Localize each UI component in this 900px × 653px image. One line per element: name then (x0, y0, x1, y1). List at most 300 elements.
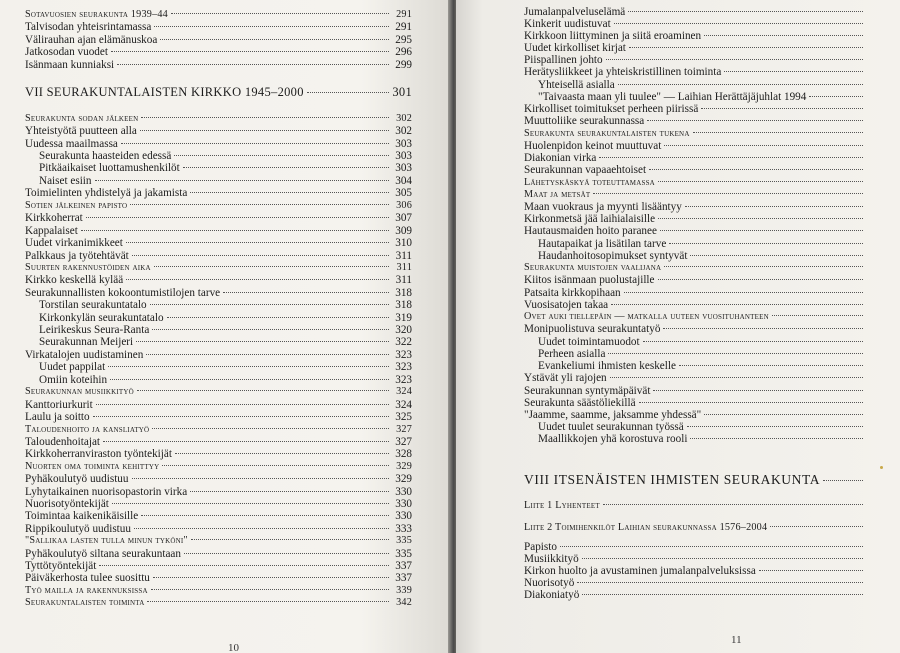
toc-entry-title: Pitkäaikaiset luottamushenkilöt (39, 162, 180, 174)
left-toc-entry (39, 374, 412, 386)
toc-entry-title: Seurakunnan musiikkityö (25, 386, 134, 397)
right-toc-entry (524, 103, 886, 115)
right-toc-entry (524, 541, 886, 553)
dot-leader (629, 47, 863, 48)
right-toc-entry (524, 299, 886, 311)
toc-entry-title: Huolenpidon keinot muuttuvat (524, 140, 662, 152)
right-toc-entry (538, 250, 886, 262)
dot-leader (171, 13, 389, 14)
dot-leader (134, 528, 389, 529)
toc-entry-title: Laulu ja soitto (25, 411, 90, 423)
right-toc-entry (524, 385, 886, 397)
toc-entry-page: 337 (395, 560, 412, 572)
toc-entry-page: 339 (396, 585, 412, 596)
right-page-number: 11 (731, 634, 742, 646)
toc-entry-title: Kirkkoherrat (25, 212, 83, 224)
dot-leader (582, 558, 863, 559)
left-toc-entry (25, 59, 412, 71)
toc-entry-page: 342 (396, 597, 412, 608)
toc-entry-page: 306 (396, 200, 412, 211)
toc-entry-title: Diakoniatyö (524, 589, 580, 601)
right-toc-entry (524, 18, 886, 30)
toc-entry-page: 318 (395, 287, 412, 299)
dot-leader (669, 243, 863, 244)
left-toc-entry (25, 424, 412, 436)
toc-entry-page: 295 (395, 34, 412, 46)
dot-leader (628, 11, 863, 12)
toc-entry-title: Välirauhan ajan elämänuskoa (25, 34, 158, 46)
dot-leader (167, 317, 389, 318)
toc-entry-title: Seurakunta haasteiden edessä (39, 150, 172, 162)
dot-leader (132, 478, 390, 479)
left-toc-entry (39, 162, 412, 174)
right-toc-entry (524, 201, 886, 213)
toc-entry-page: 323 (395, 361, 412, 373)
toc-entry-title: Diakonian virka (524, 152, 597, 164)
right-toc-entry (524, 589, 886, 601)
toc-entry-title: Evankeliumi ihmisten keskelle (538, 360, 676, 372)
toc-entry-title: Suurten rakennustöiden aika (25, 262, 151, 273)
left-toc-entry (25, 572, 412, 584)
left-toc-entry (39, 324, 412, 336)
left-toc-entry (25, 535, 412, 547)
dot-leader (664, 145, 863, 146)
dot-leader (153, 577, 389, 578)
dot-leader (190, 192, 389, 193)
toc-entry-page: 302 (396, 113, 412, 124)
toc-entry-page: 305 (395, 187, 412, 199)
toc-entry-title: "Jaamme, saamme, jaksamme yhdessä" (524, 409, 702, 421)
dot-leader (647, 120, 863, 121)
toc-entry-title: Kirkon huolto ja avustaminen jumalanpalveluksissa (524, 565, 756, 577)
toc-entry-title: Taloudenhoitajat (25, 436, 101, 448)
left-toc-entry (25, 187, 412, 199)
right-toc-entry (538, 421, 886, 433)
left-toc-entry (39, 361, 412, 373)
dot-leader (614, 23, 863, 24)
dot-leader (639, 402, 863, 403)
dot-leader (93, 416, 389, 417)
toc-entry-page: 329 (396, 461, 412, 472)
toc-entry-page: 291 (396, 9, 412, 20)
toc-entry-title: Sotien jälkeinen papisto (25, 200, 128, 211)
toc-entry-title: Ystävät yli rajojen (524, 372, 607, 384)
left-toc-entry (25, 113, 412, 125)
right-toc-entry (524, 128, 886, 140)
right-toc-entry (538, 238, 886, 250)
left-toc-entry (25, 46, 412, 58)
toc-entry-page: 330 (395, 486, 412, 498)
left-toc-entry (25, 86, 412, 98)
dot-leader (624, 292, 863, 293)
toc-entry-title: Vuosisatojen takaa (524, 299, 609, 311)
dot-leader (693, 132, 863, 133)
left-toc-entry (39, 299, 412, 311)
toc-entry-title: Kirkkoherranviraston työntekijät (25, 448, 172, 460)
toc-entry-title: Uudet kirkolliset kirjat (524, 42, 626, 54)
toc-entry-page: 303 (395, 138, 412, 150)
right-toc-entry (524, 54, 886, 66)
dot-leader (95, 180, 389, 181)
right-toc-entry (524, 565, 886, 577)
left-toc-entry (25, 473, 412, 485)
toc-entry-title: Seurakunnan syntymäpäivät (524, 385, 651, 397)
toc-entry-page: 311 (395, 274, 412, 286)
dot-leader (608, 353, 863, 354)
left-toc-entry (25, 9, 412, 21)
dot-leader (136, 341, 389, 342)
left-toc-entry (39, 336, 412, 348)
toc-entry-title: Talvisodan yhteisrintamassa (25, 21, 152, 33)
dot-leader (307, 92, 389, 93)
dot-leader (184, 553, 389, 554)
left-toc-entry (25, 262, 412, 274)
toc-entry-page: 327 (395, 436, 412, 448)
right-toc-entry (524, 274, 886, 286)
dot-leader (704, 35, 863, 36)
left-toc-entry (25, 125, 412, 137)
toc-entry-title: Päiväkerhosta tulee suosittu (25, 572, 150, 584)
toc-entry-title: Seurakunnan vapaaehtoiset (524, 164, 647, 176)
dot-leader (154, 266, 389, 267)
left-toc-entry (39, 175, 412, 187)
right-toc-entry (524, 66, 886, 78)
toc-entry-page: 303 (395, 162, 412, 174)
right-page (456, 0, 900, 653)
toc-entry-title: Ovet auki tiellepäin — matkalla uuteen vuosituhanteen (524, 311, 769, 322)
toc-entry-title: Naiset esiin (39, 175, 92, 187)
toc-entry-title: Kirkkoon liittyminen ja siitä eroaminen (524, 30, 702, 42)
left-toc-entry (25, 287, 412, 299)
toc-entry-page: 301 (392, 85, 412, 99)
toc-entry-page: 311 (396, 262, 412, 273)
left-toc-entry (25, 237, 412, 249)
dot-leader (130, 204, 389, 205)
dot-leader (577, 582, 863, 583)
right-toc-entry (524, 474, 886, 486)
dot-leader (126, 242, 389, 243)
dot-leader (606, 59, 863, 60)
toc-entry-title: Taloudenhoito ja kansliatyö (25, 424, 150, 435)
right-toc-entry (524, 177, 886, 189)
toc-entry-title: Maat ja metsät (524, 189, 591, 200)
toc-entry-page: 304 (395, 175, 412, 187)
dot-leader (603, 504, 863, 505)
right-toc-entry (538, 360, 886, 372)
toc-entry-title: Seurakunta sodan jälkeen (25, 113, 139, 124)
dot-leader (611, 304, 863, 305)
toc-entry-title: Herätysliikkeet ja yhteiskristillinen toiminta (524, 66, 722, 78)
toc-entry-page: 296 (395, 46, 412, 58)
toc-entry-title: Nuorten oma toiminta kehittyy (25, 461, 160, 472)
right-toc-entry (524, 115, 886, 127)
toc-entry-page: 320 (395, 324, 412, 336)
right-toc-entry (524, 189, 886, 201)
toc-entry-title: Lähetyskäskyä toteuttamassa (524, 177, 655, 188)
left-toc-entry (25, 212, 412, 224)
left-toc-entry (25, 399, 412, 411)
left-toc-entry (25, 411, 412, 423)
toc-entry-title: Kirkonkylän seurakuntatalo (39, 312, 164, 324)
right-toc-entry (538, 336, 886, 348)
left-toc-entry (39, 150, 412, 162)
right-toc-entry (538, 91, 886, 103)
toc-entry-title: Musiikkityö (524, 553, 579, 565)
left-toc-entry (25, 386, 412, 398)
toc-entry-page: 311 (395, 250, 412, 262)
right-toc-entry (524, 140, 886, 152)
dot-leader (162, 465, 389, 466)
toc-entry-page: 309 (395, 225, 412, 237)
left-toc-entry (25, 560, 412, 572)
dot-leader (701, 108, 863, 109)
right-toc-entry (524, 311, 886, 323)
ink-mark (880, 466, 883, 469)
toc-entry-title: Kirkolliset toimitukset perheen piirissä (524, 103, 699, 115)
right-toc-entry (524, 42, 886, 54)
dot-leader (663, 328, 863, 329)
dot-leader (132, 255, 389, 256)
toc-entry-title: Patsaita kirkkopihaan (524, 287, 621, 299)
toc-entry-page: 303 (395, 150, 412, 162)
dot-leader (126, 279, 389, 280)
toc-entry-page: 328 (395, 448, 412, 460)
dot-leader (685, 206, 863, 207)
dot-leader (653, 390, 863, 391)
left-toc-entry (25, 597, 412, 609)
toc-entry-title: Pyhäkoulutyö uudistuu (25, 473, 129, 485)
left-page-number: 10 (228, 642, 239, 653)
left-toc-entry (25, 486, 412, 498)
toc-entry-title: Virkatalojen uudistaminen (25, 349, 144, 361)
dot-leader (183, 167, 389, 168)
toc-entry-page: 324 (396, 386, 412, 397)
left-toc-entry (25, 138, 412, 150)
dot-leader (809, 96, 863, 97)
dot-leader (174, 155, 389, 156)
toc-entry-title: Kirkko keskellä kylää (25, 274, 124, 286)
right-toc-entry (524, 213, 886, 225)
right-toc-entry (524, 262, 886, 274)
toc-entry-title: Kinkerit uudistuvat (524, 18, 611, 30)
right-toc-entry (524, 164, 886, 176)
left-toc-entry (25, 585, 412, 597)
right-toc-entry (524, 522, 886, 534)
toc-entry-title: Seurakunta säästöliekillä (524, 397, 636, 409)
dot-leader (150, 304, 389, 305)
toc-entry-title: Palkkaus ja työtehtävät (25, 250, 129, 262)
dot-leader (137, 390, 389, 391)
dot-leader (140, 130, 389, 131)
toc-entry-title: Piispallinen johto (524, 54, 603, 66)
toc-entry-title: VIII ITSENÄISTEN IHMISTEN SEURAKUNTA (524, 472, 821, 487)
left-toc-entry (25, 34, 412, 46)
toc-entry-title: Liite 2 Toimihenkilöt Laihian seurakunnassa 1576–2004 (524, 522, 768, 533)
right-toc-entry (524, 372, 886, 384)
dot-leader (152, 428, 389, 429)
left-toc-entry (25, 448, 412, 460)
dot-leader (112, 503, 389, 504)
toc-entry-title: Liite 1 Lyhenteet (524, 500, 600, 511)
dot-leader (154, 26, 389, 27)
toc-entry-title: Papisto (524, 541, 557, 553)
right-toc-entry (538, 79, 886, 91)
dot-leader (660, 230, 863, 231)
left-toc-entry (25, 461, 412, 473)
toc-entry-title: Maan vuokraus ja myynti lisääntyy (524, 201, 682, 213)
dot-leader (772, 315, 863, 316)
toc-entry-title: Kanttoriurkurit (25, 399, 93, 411)
toc-entry-title: Työ mailla ja rakennuksissa (25, 585, 148, 596)
toc-entry-title: Jatkosodan vuodet (25, 46, 108, 58)
left-toc-entry (25, 21, 412, 33)
dot-leader (658, 279, 863, 280)
dot-leader (704, 414, 863, 415)
toc-entry-title: Uudet virkanimikkeet (25, 237, 123, 249)
toc-entry-title: Maallikkojen yhä korostuva rooli (538, 433, 688, 445)
dot-leader (690, 255, 863, 256)
toc-entry-title: Seurakunta seurakuntalaisten tukena (524, 128, 690, 139)
right-toc-entry (524, 287, 886, 299)
right-toc-entry (538, 348, 886, 360)
toc-entry-page: 307 (395, 212, 412, 224)
left-toc-entry (25, 349, 412, 361)
left-toc-entry (25, 510, 412, 522)
dot-leader (658, 218, 863, 219)
toc-entry-title: Kiitos isänmaan puolustajille (524, 274, 655, 286)
toc-entry-title: Seurakunnan Meijeri (39, 336, 134, 348)
toc-entry-page: 299 (395, 59, 412, 71)
toc-entry-title: Toimielinten yhdistelyä ja jakamista (25, 187, 188, 199)
right-toc-entry (524, 323, 886, 335)
dot-leader (593, 193, 863, 194)
toc-entry-title: Hautausmaiden hoito paranee (524, 225, 657, 237)
dot-leader (108, 366, 389, 367)
toc-entry-page: 319 (395, 312, 412, 324)
toc-entry-page: 322 (395, 336, 412, 348)
left-toc-entry (25, 200, 412, 212)
dot-leader (86, 217, 389, 218)
dot-leader (599, 157, 863, 158)
toc-entry-title: Uudessa maailmassa (25, 138, 118, 150)
dot-leader (160, 39, 389, 40)
dot-leader (687, 426, 863, 427)
toc-entry-title: Omiin koteihin (39, 374, 108, 386)
toc-entry-title: Kappalaiset (25, 225, 78, 237)
dot-leader (582, 594, 863, 595)
toc-entry-title: Leirikeskus Seura-Ranta (39, 324, 150, 336)
dot-leader (96, 404, 389, 405)
toc-entry-title: Uudet tuulet seurakunnan työssä (538, 421, 684, 433)
toc-entry-title: Rippikoulutyö uudistuu (25, 523, 131, 535)
toc-entry-title: Perheen asialla (538, 348, 606, 360)
right-toc-entry (524, 152, 886, 164)
dot-leader (141, 515, 389, 516)
dot-leader (103, 441, 389, 442)
toc-entry-page: 291 (395, 21, 412, 33)
toc-entry-title: Lyhytaikainen nuorisopastorin virka (25, 486, 188, 498)
toc-entry-title: Yhteistyötä puutteen alla (25, 125, 137, 137)
left-toc-entry (25, 548, 412, 560)
right-toc-entry (524, 397, 886, 409)
toc-entry-title: Uudet pappilat (39, 361, 106, 373)
toc-entry-page: 329 (395, 473, 412, 485)
toc-entry-title: Nuorisotyö (524, 577, 575, 589)
toc-entry-title: Seurakuntalaisten toiminta (25, 597, 145, 608)
toc-entry-title: Yhteisellä asialla (538, 79, 615, 91)
toc-entry-title: Toimintaa kaikenikäisille (25, 510, 139, 522)
toc-entry-page: 337 (395, 572, 412, 584)
dot-leader (81, 230, 389, 231)
toc-entry-page: 335 (395, 548, 412, 560)
dot-leader (146, 354, 389, 355)
toc-entry-title: Seurakunta muistojen vaalijana (524, 262, 662, 273)
dot-leader (679, 365, 863, 366)
dot-leader (223, 292, 389, 293)
toc-entry-page: 324 (395, 399, 412, 411)
dot-leader (110, 379, 389, 380)
left-toc-entry (25, 498, 412, 510)
dot-leader (151, 589, 389, 590)
left-toc-entry (25, 523, 412, 535)
dot-leader (121, 143, 389, 144)
dot-leader (141, 117, 389, 118)
toc-entry-page: 323 (395, 349, 412, 361)
left-toc-entry (25, 274, 412, 286)
dot-leader (664, 266, 863, 267)
toc-entry-title: Sotavuosien seurakunta 1939–44 (25, 9, 168, 20)
toc-entry-title: Uudet toimintamuodot (538, 336, 640, 348)
toc-entry-title: Jumalanpalveluselämä (524, 6, 626, 18)
dot-leader (823, 480, 863, 481)
toc-entry-page: 323 (395, 374, 412, 386)
dot-leader (649, 169, 863, 170)
dot-leader (759, 570, 863, 571)
toc-entry-title: Nuorisotyöntekijät (25, 498, 109, 510)
toc-entry-title: Hautapaikat ja lisätilan tarve (538, 238, 667, 250)
right-toc-entry (524, 500, 886, 512)
toc-entry-title: Torstilan seurakuntatalo (39, 299, 147, 311)
toc-entry-title: Pyhäkoulutyö siltana seurakuntaan (25, 548, 181, 560)
dot-leader (152, 329, 389, 330)
dot-leader (191, 539, 389, 540)
toc-entry-title: VII SEURAKUNTALAISTEN KIRKKO 1945–2000 (25, 85, 304, 99)
right-toc-entry (524, 30, 886, 42)
left-toc-entry (25, 436, 412, 448)
toc-entry-page: 302 (395, 125, 412, 137)
toc-entry-page: 318 (395, 299, 412, 311)
right-toc-entry (524, 409, 886, 421)
dot-leader (618, 84, 863, 85)
right-toc-entry (524, 553, 886, 565)
dot-leader (770, 526, 863, 527)
toc-entry-title: Muuttoliike seurakunnassa (524, 115, 645, 127)
dot-leader (147, 601, 389, 602)
left-toc-entry (25, 250, 412, 262)
dot-leader (99, 565, 389, 566)
dot-leader (643, 341, 863, 342)
toc-entry-title: "Taivaasta maan yli tuulee" — Laihian Herättäjäjuhlat 1994 (538, 91, 807, 103)
dot-leader (190, 491, 389, 492)
left-toc-entry (25, 225, 412, 237)
toc-entry-page: 330 (395, 510, 412, 522)
right-toc-entry (538, 433, 886, 445)
toc-entry-title: Haudanhoitosopimukset syntyvät (538, 250, 688, 262)
dot-leader (175, 453, 389, 454)
right-toc-entry (524, 225, 886, 237)
dot-leader (560, 546, 863, 547)
toc-entry-title: Seurakunnallisten kokoontumistilojen tarve (25, 287, 221, 299)
